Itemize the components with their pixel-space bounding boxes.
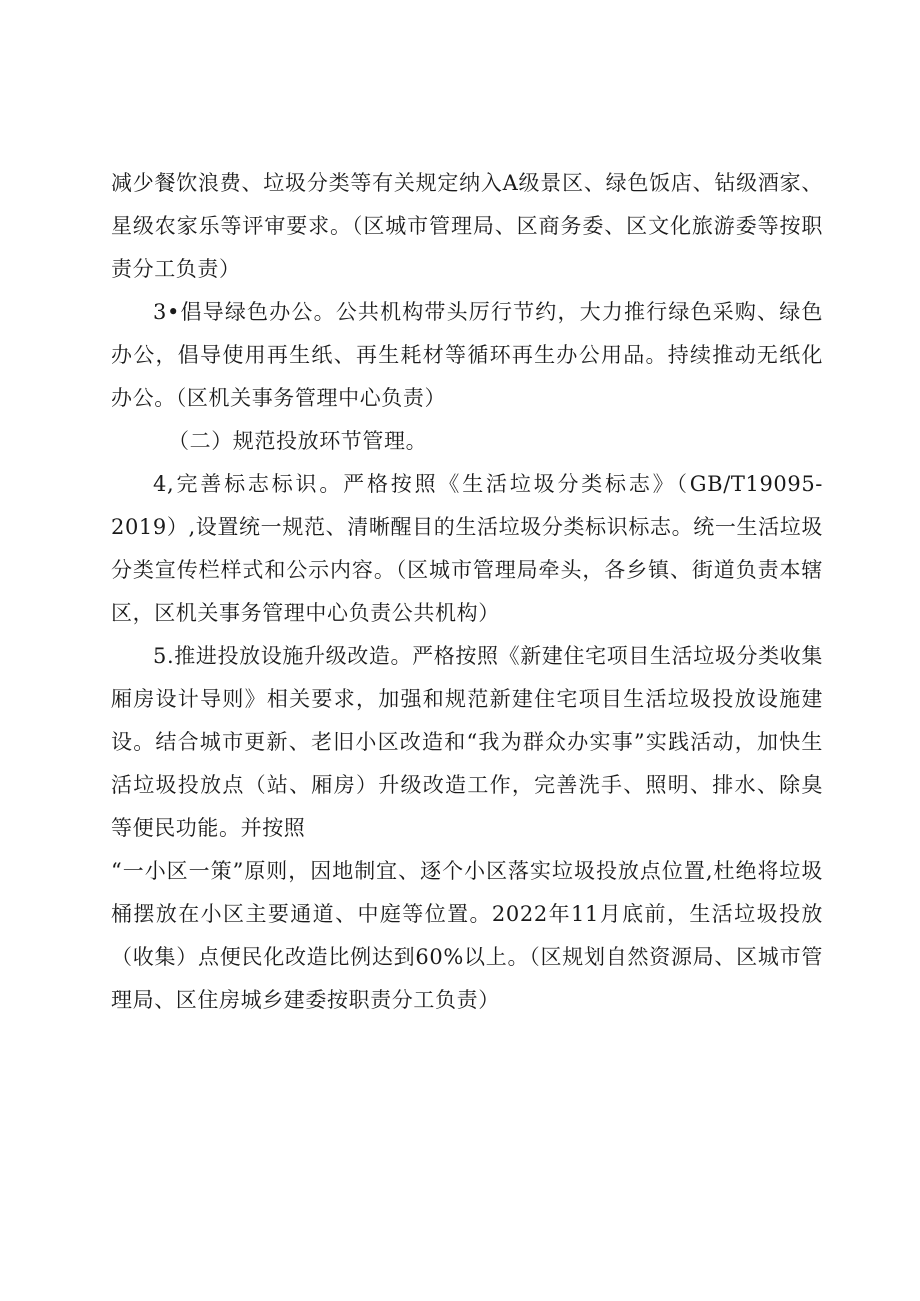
paragraph-green-office: 3•倡导绿色办公。公共机构带头厉行节约，大力推行绿色采购、绿色办公，倡导使用再生纸、再生耗材等循环再生办公用品。持续推动无纸化办公。（区机关事务管理中心负责） (111, 300, 823, 410)
paragraph-continuation-scenic-standards: 减少餐饮浪费、垃圾分类等有关规定纳入A级景区、绿色饭店、钻级酒家、星级农家乐等评审要求。（区城市管理局、区商务委、区文化旅游委等按职责分工负责） (111, 171, 823, 281)
paragraph-signage-standards: 4,完善标志标识。严格按照《生活垃圾分类标志》（GB/T19095-2019）,设置统一规范、清晰醒目的生活垃圾分类标识标志。统一生活垃圾分类宣传栏样式和公示内容。（区城市管理局牵头，各乡镇、街道负责本辖区，区机关事务管理中心负责公共机构） (111, 472, 823, 625)
section-heading-disposal-management: （二）规范投放环节管理。 (168, 429, 428, 453)
document-body (111, 162, 823, 1022)
paragraph-facility-upgrade: 5.推进投放设施升级改造。严格按照《新建住宅项目生活垃圾分类收集厢房设计导则》相关要求，加强和规范新建住宅项目生活垃圾投放设施建设。结合城市更新、老旧小区改造和“我为群众办实事”实践活动，加快生活垃圾投放点（站、厢房）升级改造工作，完善洗手、照明、排水、除臭等便民功能。并按照 (111, 644, 823, 840)
paragraph-one-community-one-policy: “一小区一策”原则，因地制宜、逐个小区落实垃圾投放点位置,杜绝将垃圾桶摆放在小区主要通道、中庭等位置。2022年11月底前，生活垃圾投放（收集）点便民化改造比例达到60%以上。（区规划自然资源局、区城市管理局、区住房城乡建委按职责分工负责） (111, 859, 823, 1012)
